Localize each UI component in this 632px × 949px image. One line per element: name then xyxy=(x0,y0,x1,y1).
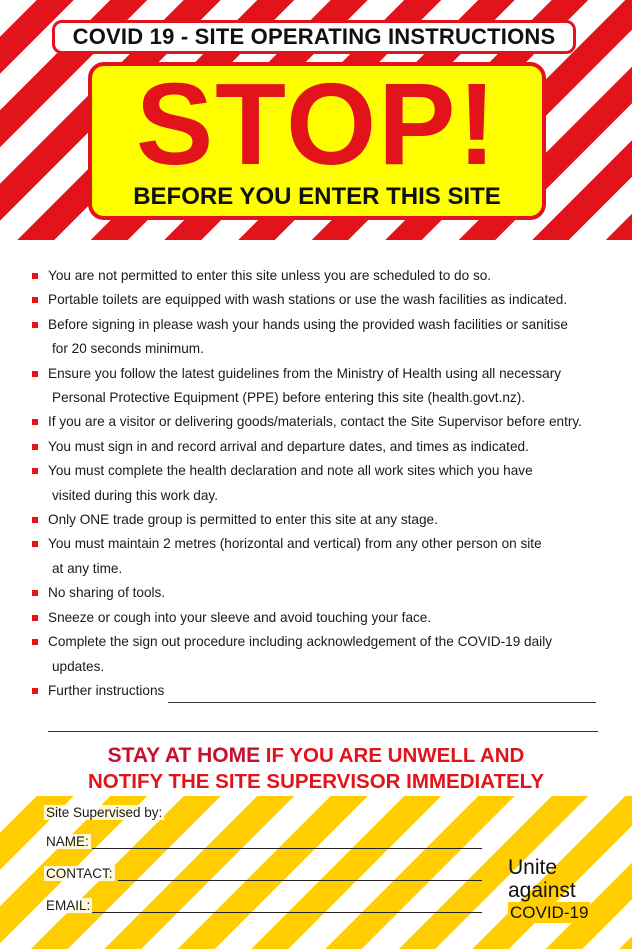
bullet-icon xyxy=(32,541,38,547)
unite-against-covid-logo: Unite against COVID-19 xyxy=(508,856,589,922)
further-instructions-line-2[interactable] xyxy=(48,731,598,732)
further-instructions-item: Further instructions xyxy=(32,679,622,703)
notify-supervisor-line: NOTIFY THE SITE SUPERVISOR IMMEDIATELY xyxy=(87,770,544,793)
instruction-item: Complete the sign out procedure including acknowledgement of the COVID-19 daily updates. xyxy=(32,630,622,679)
stay-home-emphasis: STAY AT HOME xyxy=(107,744,261,767)
bullet-icon xyxy=(32,590,38,596)
instruction-item: You must sign in and record arrival and departure dates, and times as indicated. xyxy=(32,435,622,459)
bullet-icon xyxy=(32,419,38,425)
name-label: NAME: xyxy=(46,834,89,849)
bullet-icon xyxy=(32,444,38,450)
instruction-item: Ensure you follow the latest guidelines from the Ministry of Health using all necessary Personal Protective Equipment (PPE) before entering this site (health.govt.nz). xyxy=(32,362,622,411)
instruction-item: Sneeze or cough into your sleeve and avoid touching your face. xyxy=(32,606,622,630)
contact-label: CONTACT: xyxy=(46,866,113,881)
bullet-icon xyxy=(32,517,38,523)
further-instructions-line[interactable] xyxy=(168,688,596,703)
bullet-icon xyxy=(32,468,38,474)
stop-subheading: BEFORE YOU ENTER THIS SITE xyxy=(133,183,501,210)
bullet-icon xyxy=(32,615,38,621)
bullet-icon xyxy=(32,371,38,377)
bullet-icon xyxy=(32,273,38,279)
instructions-list xyxy=(32,264,622,703)
instruction-item: Before signing in please wash your hands using the provided wash facilities or sanitise for 20 seconds minimum. xyxy=(32,313,622,362)
instruction-item: If you are a visitor or delivering goods/materials, contact the Site Supervisor before entry. xyxy=(32,410,622,434)
instruction-item: No sharing of tools. xyxy=(32,581,622,605)
name-field[interactable] xyxy=(92,848,482,849)
instruction-item: You must complete the health declaration and note all work sites which you have visited during this work day. xyxy=(32,459,622,508)
sign-title: COVID 19 - SITE OPERATING INSTRUCTIONS xyxy=(52,20,576,54)
instruction-item: Only ONE trade group is permitted to enter this site at any stage. xyxy=(32,508,622,532)
bullet-icon xyxy=(32,322,38,328)
stay-home-notice xyxy=(0,743,632,795)
instruction-item: You must maintain 2 metres (horizontal and vertical) from any other person on site at any time. xyxy=(32,532,622,581)
stop-panel xyxy=(88,59,546,220)
bullet-icon xyxy=(32,639,38,645)
instruction-item: Portable toilets are equipped with wash stations or use the wash facilities as indicated. xyxy=(32,288,622,312)
stop-heading: STOP! xyxy=(135,59,499,189)
site-supervised-label: Site Supervised by: xyxy=(46,805,163,820)
email-label: EMAIL: xyxy=(46,898,91,913)
email-field[interactable] xyxy=(92,912,482,913)
stay-home-rest: IF YOU ARE UNWELL AND xyxy=(260,744,525,767)
bullet-icon xyxy=(32,297,38,303)
bullet-icon xyxy=(32,688,38,694)
contact-field[interactable] xyxy=(118,880,482,881)
instruction-item: You are not permitted to enter this site unless you are scheduled to do so. xyxy=(32,264,622,288)
